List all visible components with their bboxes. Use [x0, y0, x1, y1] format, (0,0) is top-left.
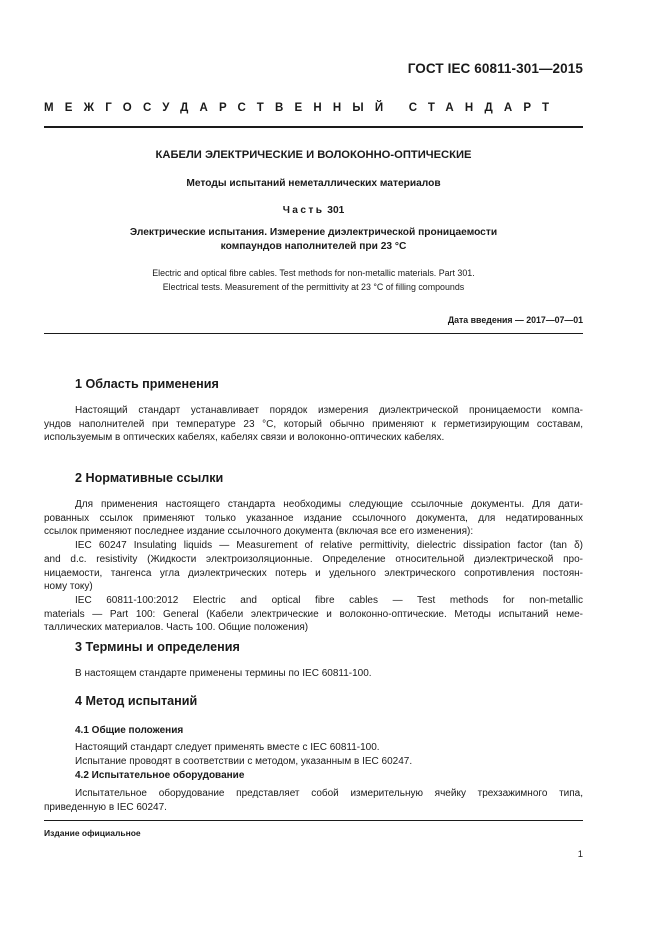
text-line: IEC 60247 Insulating liquids — Measurement of relative permittivity, dielectric dissipation factor (tan δ) [75, 540, 583, 552]
text-line: IEC 60811-100:2012 Electric and optical fibre cables — Test methods for non-metallic [75, 594, 583, 606]
subsection-4-1-heading: 4.1 Общие положения [75, 725, 184, 736]
subsection-4-1-text [75, 741, 583, 768]
part-label [44, 205, 583, 216]
english-title-line: Electric and optical fibre cables. Test methods for non-metallic materials. Part 301. [152, 268, 475, 278]
subsection-4-2-heading: 4.2 Испытательное оборудование [75, 770, 245, 781]
section-3-text [75, 667, 583, 681]
text-line: Испытание проводят в соответствии с методом, указанным в IEC 60247. [75, 755, 413, 767]
text-line: ундов наполнителей при температуре 23 °C, который обычно применяют к герметизирующим составам, [44, 418, 583, 430]
text-line: materials — Part 100: General (Кабели электрические и волоконно-оптические. Методы испытаний немe- [44, 608, 583, 620]
document-code: ГОСТ IEC 60811-301—2015 [407, 61, 583, 76]
text-line: таллических материалов. Часть 100. Общие положения) [44, 622, 309, 634]
part-number: 301 [327, 205, 345, 216]
part-word: Часть [282, 205, 325, 216]
section-4-heading: 4 Метод испытаний [75, 694, 198, 708]
section-2-heading: 2 Нормативные ссылки [75, 471, 224, 485]
text-line: ному току) [44, 581, 93, 593]
section-2-text [44, 498, 583, 635]
part-title [44, 226, 583, 254]
part-title-line: компаундов наполнителей при 23 °C [220, 241, 407, 252]
text-line: Настоящий стандарт следует применять вместе с IEC 60811-100. [75, 742, 380, 753]
text-line: В настоящем стандарте применены термины по IEC 60811-100. [75, 668, 372, 679]
text-line: Настоящий стандарт устанавливает порядок измерения диэлектрической проницаемости компа- [75, 405, 583, 416]
text-line: ссылок применяют последнее издание ссылочного документа (включая все его изменения): [44, 526, 474, 538]
section-1-heading: 1 Область применения [75, 377, 219, 391]
text-line: рованных ссылок применяют только указанное издание ссылочного документа, для недатированных [44, 512, 583, 524]
text-line: and d.c. resistivity (Жидкости электроизоляционные. Определение относительной диэлектрической про- [44, 553, 583, 565]
part-title-line: Электрические испытания. Измерение диэлектрической проницаемости [129, 227, 498, 238]
document-subtitle: Методы испытаний неметаллических материалов [186, 178, 441, 189]
english-title-line: Electrical tests. Measurement of the permittivity at 23 °C of filling compounds [162, 281, 465, 292]
text-line: приведенную в IEC 60247. [44, 801, 167, 813]
header-rule [44, 126, 583, 128]
subsection-4-2-text [44, 787, 583, 814]
footer-rule [44, 820, 583, 821]
title-block-rule [44, 333, 583, 334]
page-number: 1 [577, 849, 583, 860]
text-line: используемым в оптических кабелях, кабелях связи и волоконно-оптических кабелях. [44, 432, 445, 444]
text-line: Испытательное оборудование представляет собой измерительную ячейку трехзажимного типа, [75, 788, 583, 799]
english-title [44, 267, 583, 294]
section-3-heading: 3 Термины и определения [75, 640, 240, 654]
section-1-text [44, 404, 583, 445]
document-title: КАБЕЛИ ЭЛЕКТРИЧЕСКИЕ И ВОЛОКОННО-ОПТИЧЕСКИЕ [155, 149, 472, 161]
interstate-standard-banner: МЕЖГОСУДАРСТВЕННЫЙ СТАНДАРТ [44, 102, 561, 114]
official-edition-label: Издание официальное [44, 828, 141, 838]
introduction-date: Дата введения — 2017—07—01 [447, 315, 583, 325]
text-line: Для применения настоящего стандарта необходимы следующие ссылочные документы. Для дати- [75, 499, 583, 510]
text-line: ницаемости, тангенса угла диэлектрических потерь и удельного электрического сопротивления постоян- [44, 567, 583, 579]
